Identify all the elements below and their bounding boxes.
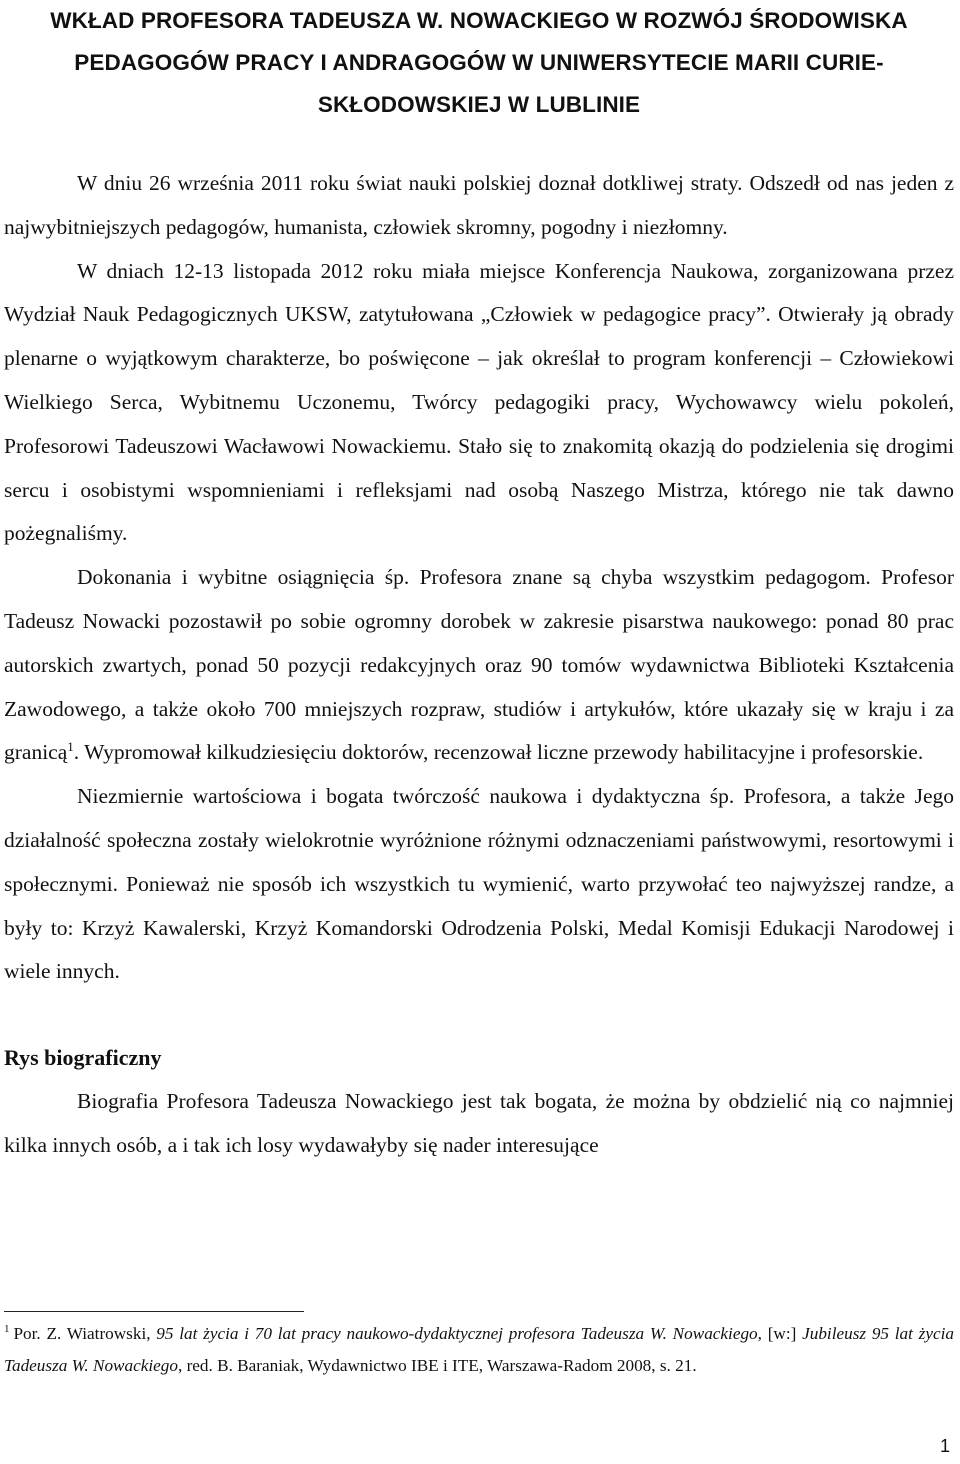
footnote-separator (4, 1311, 304, 1312)
footnote-middle: , [w:] (757, 1324, 803, 1343)
footnote-cited-title: 95 lat życia i 70 lat pracy naukowo-dydaktycznej profesora Tadeusza W. Nowackiego (156, 1324, 758, 1343)
document-body (4, 162, 954, 1168)
spacer (4, 994, 954, 1036)
document-page (4, 0, 954, 1464)
paragraph-3 (4, 556, 954, 775)
section-heading: Rys biograficzny (4, 1045, 162, 1071)
section-paragraph-1: Biografia Profesora Tadeusza Nowackiego jest tak bogata, że można by obdzielić nią co najmniej kilka innych osób, a i tak ich losy wydawałyby się nader interesujące (4, 1089, 954, 1157)
footnote-suffix: , red. B. Baraniak, Wydawnictwo IBE i ITE, Warszawa-Radom 2008, s. 21. (177, 1356, 697, 1375)
paragraph-3-text-end: . Wypromował kilkudziesięciu doktorów, recenzował liczne przewody habilitacyjne i profesorskie. (73, 740, 924, 765)
paragraph-2: W dniach 12-13 listopada 2012 roku miała miejsce Konferencja Naukowa, zorganizowana przez Wydział Nauk Pedagogicznych UKSW, zatytułowana „Człowiek w pedagogice pracy”. Otwierały ją obrady plenarne o wyjątkowym charakterze, bo poświęcone – jak określał to program konferencji – Człowiekowi Wielkiego Serca, Wybitnemu Uczonemu, Twórcy pedagogiki pracy, Wychowawcy wielu pokoleń, Profesorowi Tadeuszowi Wacławowi Nowackiemu. Stało się to znakomitą okazją do podzielenia się drogimi sercu i osobistymi wspomnieniami i refleksjami nad osobą Naszego Mistrza, którego nie tak dawno pożegnaliśmy. (4, 258, 954, 546)
title-line-3: SKŁODOWSKIEJ W LUBLINIE (317, 92, 641, 117)
footnote-mark: 1 (4, 1323, 10, 1336)
paragraph-3-text: Dokonania i wybitne osiągnięcia śp. Profesora znane są chyba wszystkim pedagogom. Profesor Tadeusz Nowacki pozostawił po sobie ogromny dorobek w zakresie pisarstwa naukowego: ponad 80 prac autorskich zwartych, ponad 50 pozycji redakcyjnych oraz 90 tomów wydawnictwa Biblioteki Kształcenia Zawodowego, a także około 700 mniejszych rozpraw, studiów i artykułów, które ukazały się w kraju i za granicą (4, 565, 954, 765)
footnote-reference[interactable]: 1 (67, 739, 74, 755)
spacer (4, 126, 954, 162)
footnote-prefix: Por. Z. Wiatrowski, (13, 1324, 157, 1343)
footnote (4, 1318, 954, 1382)
title-line-1: WKŁAD PROFESORA TADEUSZA W. NOWACKIEGO W ROZWÓJ ŚRODOWISKA (50, 8, 908, 33)
paragraph-4: Niezmiernie wartościowa i bogata twórczość naukowa i dydaktyczna śp. Profesora, a także Jego działalność społeczna zostały wielokrotnie wyróżnione różnymi odznaczeniami państwowymi, resortowymi i społecznymi. Ponieważ nie sposób ich wszystkich tu wymienić, warto przywołać teo najwyższej randze, a były to: Krzyż Kawalerski, Krzyż Komandorski Odrodzenia Polski, Medal Komisji Edukacji Narodowej i wiele innych. (4, 784, 954, 984)
footnote-book-title: Jubileusz 95 lat życia Tadeusza W. Nowackiego (4, 1324, 954, 1375)
page-number: 1 (939, 1436, 950, 1456)
document-title (4, 0, 954, 126)
title-line-2: PEDAGOGÓW PRACY I ANDRAGOGÓW W UNIWERSYTECIE MARII CURIE- (74, 50, 884, 75)
paragraph-1: W dniu 26 września 2011 roku świat nauki polskiej doznał dotkliwej straty. Odszedł od nas jeden z najwybitniejszych pedagogów, humanista, człowiek skromny, pogodny i niezłomny. (4, 171, 954, 239)
